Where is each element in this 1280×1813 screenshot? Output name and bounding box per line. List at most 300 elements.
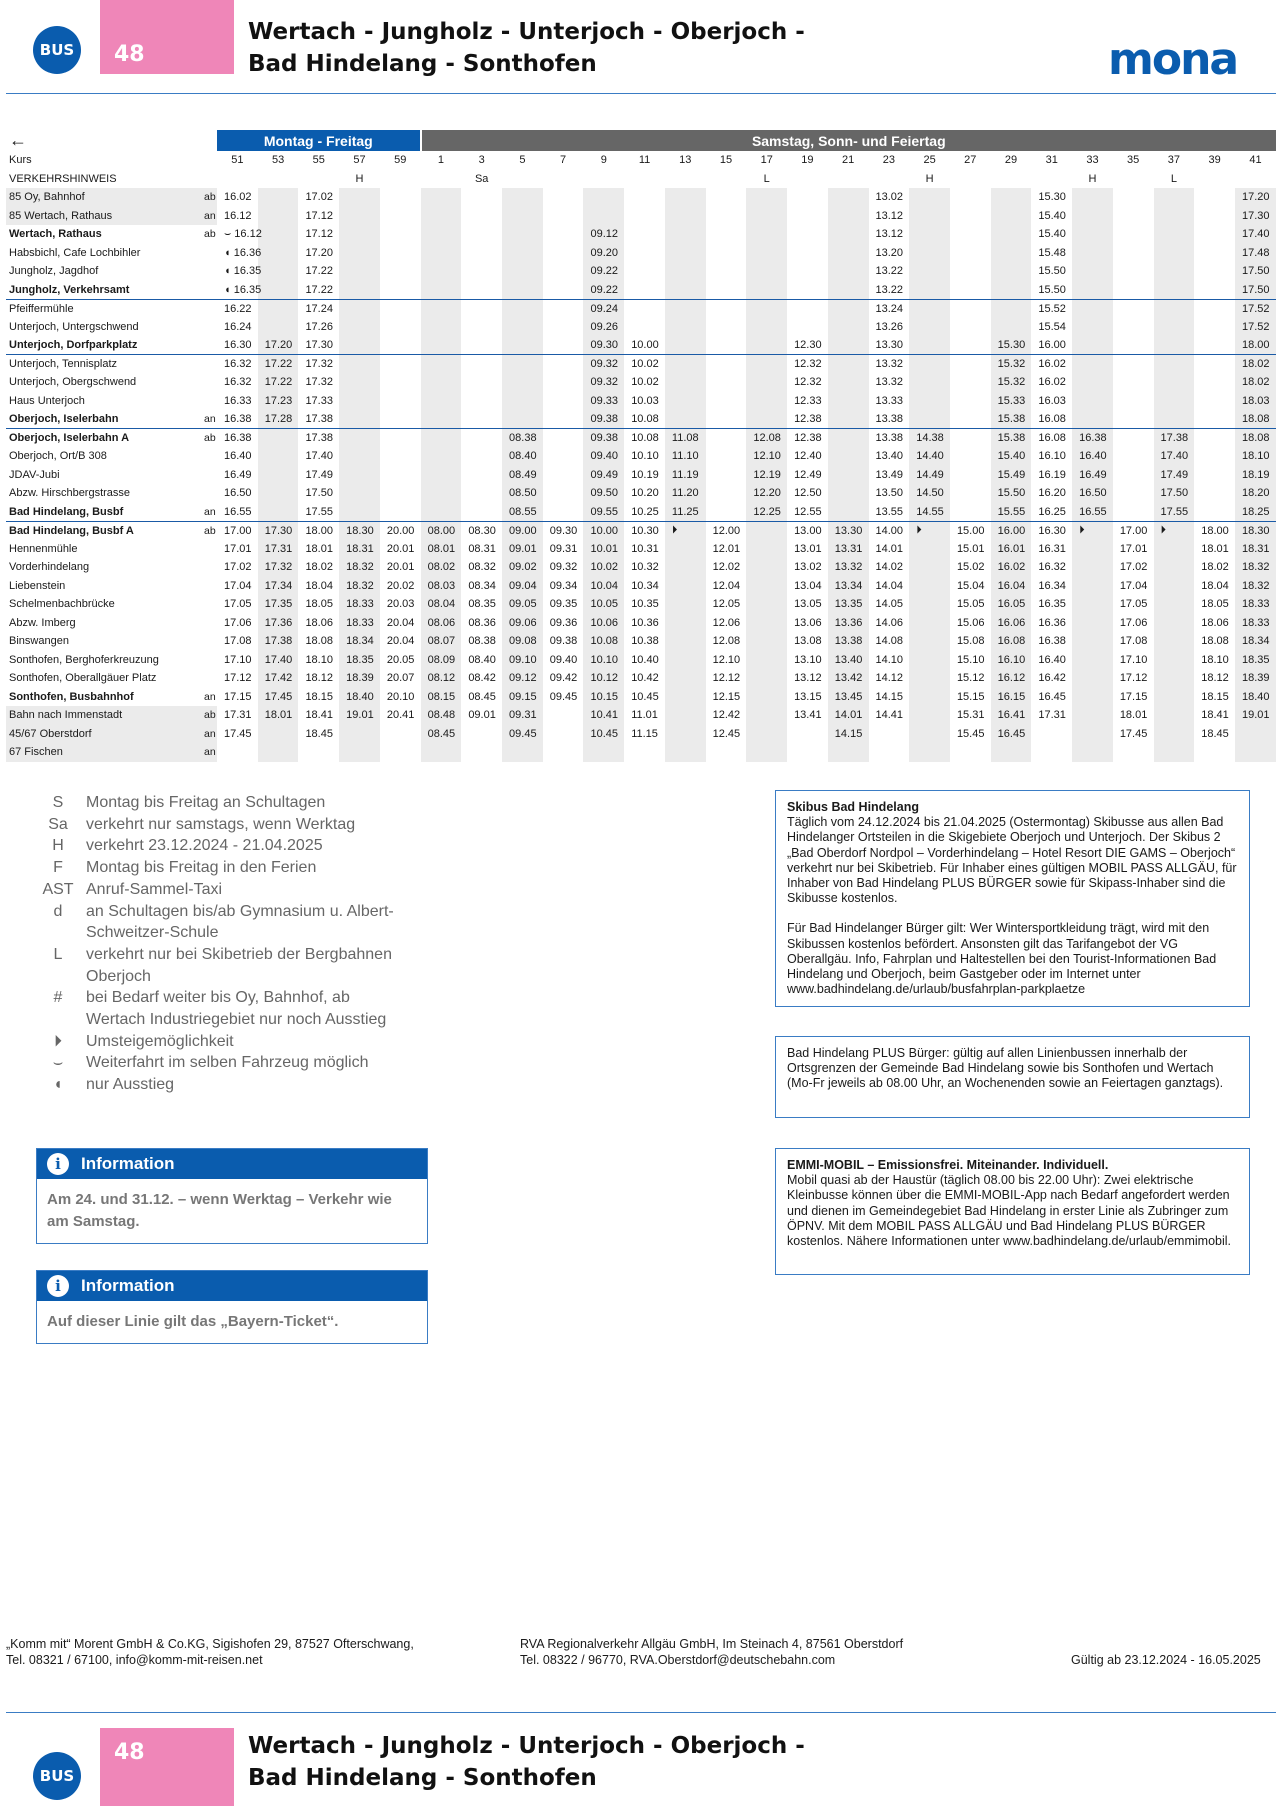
departure-time: 15.55 — [991, 503, 1032, 522]
departure-time: 17.30 — [1235, 207, 1276, 226]
timetable-row — [6, 188, 1276, 207]
departure-time: 13.32 — [828, 558, 869, 577]
departure-time: 15.02 — [956, 561, 985, 574]
departure-time: 13.31 — [828, 540, 869, 559]
departure-time — [746, 207, 787, 226]
departure-time — [339, 281, 380, 300]
departure-time: 18.45 — [305, 727, 333, 740]
departure-time: 17.40 — [1235, 225, 1276, 244]
legend — [30, 792, 406, 1096]
legend-symbol: S — [52, 794, 64, 811]
departure-time: 16.36 — [1038, 616, 1066, 629]
departure-time: 18.33 — [1235, 595, 1276, 614]
departure-time: 12.06 — [712, 616, 741, 629]
departure-time: 12.49 — [794, 468, 822, 481]
departure-time — [380, 318, 421, 337]
departure-time: 16.33 — [224, 394, 252, 407]
departure-time: 17.42 — [258, 669, 299, 688]
departure-time — [1154, 299, 1195, 318]
departure-time — [746, 669, 787, 688]
departure-time — [1113, 447, 1154, 466]
departure-time — [1072, 207, 1113, 226]
departure-time — [991, 299, 1032, 318]
departure-time — [746, 225, 787, 244]
departure-time: 17.52 — [1235, 299, 1276, 318]
departure-time — [746, 336, 787, 355]
departure-time: ◖ 16.36 — [224, 246, 262, 259]
hinweis-row — [6, 170, 1276, 189]
departure-time — [1194, 336, 1235, 355]
departure-time — [706, 244, 747, 263]
departure-time: 10.06 — [583, 614, 624, 633]
departure-time: 20.01 — [386, 561, 415, 574]
departure-time — [665, 392, 706, 411]
hinweis-code — [1031, 170, 1072, 189]
timetable-row — [6, 577, 1276, 596]
departure-time: 17.06 — [1119, 616, 1148, 629]
departure-time: 15.48 — [1038, 246, 1066, 259]
departure-time: 15.50 — [1038, 265, 1066, 278]
departure-time — [1154, 355, 1195, 374]
info-icon: i — [47, 1275, 69, 1297]
departure-time — [380, 355, 421, 374]
kurs-number: 37 — [1167, 154, 1181, 167]
departure-time — [665, 410, 706, 429]
departure-time: 15.05 — [956, 598, 985, 611]
departure-time: 17.02 — [305, 191, 333, 204]
departure-time: 17.50 — [1235, 281, 1276, 300]
departure-time — [706, 299, 747, 318]
departure-time: 09.50 — [583, 484, 624, 503]
departure-time — [1194, 743, 1235, 762]
departure-time: 14.02 — [875, 561, 904, 574]
departure-time: ⏵ — [1154, 521, 1195, 540]
departure-time: 08.38 — [502, 429, 543, 448]
departure-time: 18.05 — [1201, 598, 1229, 611]
departure-time: 09.55 — [583, 503, 624, 522]
departure-time — [380, 743, 421, 762]
departure-time — [787, 281, 828, 300]
departure-time — [991, 743, 1032, 762]
departure-time: 09.22 — [583, 281, 624, 300]
departure-time: ◖ 16.35 — [217, 281, 258, 300]
departure-time: 16.02 — [1038, 376, 1066, 389]
route-title — [248, 1730, 805, 1794]
departure-time: 18.39 — [339, 669, 380, 688]
departure-time — [706, 188, 747, 207]
departure-time: 16.49 — [224, 468, 252, 481]
departure-time: 17.22 — [298, 281, 339, 300]
departure-time: 13.04 — [794, 579, 822, 592]
ab-an-marker: ab — [201, 225, 217, 244]
departure-time — [950, 484, 991, 503]
departure-time — [502, 207, 543, 226]
departure-time: 13.01 — [794, 542, 822, 555]
departure-time: 17.22 — [305, 265, 333, 278]
hinweis-code: H — [1088, 172, 1097, 185]
departure-time: 17.15 — [1119, 690, 1148, 703]
departure-time: 13.10 — [794, 653, 822, 666]
stop-name: Abzw. Imberg — [6, 614, 201, 633]
departure-time — [1194, 244, 1235, 263]
timetable-row — [6, 503, 1276, 522]
departure-time: 10.35 — [631, 598, 659, 611]
ab-an-marker — [201, 614, 217, 633]
departure-time — [665, 688, 706, 707]
departure-time: 16.40 — [1072, 447, 1113, 466]
departure-time: 16.32 — [224, 376, 252, 389]
departure-time — [828, 503, 869, 522]
departure-time — [746, 355, 787, 374]
departure-time — [339, 318, 380, 337]
hinweis-code — [421, 170, 462, 189]
kurs-number: 55 — [312, 154, 325, 167]
departure-time: 17.50 — [305, 487, 333, 500]
departure-time — [1154, 318, 1195, 337]
departure-time: 12.32 — [794, 358, 822, 370]
departure-time — [380, 188, 421, 207]
departure-time — [706, 392, 747, 411]
departure-time — [1235, 743, 1276, 762]
departure-time: 11.10 — [665, 447, 706, 466]
departure-time: 17.33 — [305, 394, 333, 407]
departure-time — [461, 373, 502, 392]
information-title: Information — [81, 1154, 175, 1173]
departure-time — [1072, 410, 1113, 429]
departure-time: 09.42 — [549, 672, 578, 685]
departure-time: 18.06 — [1201, 616, 1229, 629]
departure-time — [1194, 355, 1235, 374]
departure-time: 17.10 — [1119, 653, 1148, 666]
departure-time: 10.10 — [583, 651, 624, 670]
departure-time: 10.00 — [583, 521, 624, 540]
kurs-number: 1 — [437, 154, 445, 167]
timetable-row — [6, 595, 1276, 614]
departure-time: 13.38 — [869, 410, 910, 429]
departure-time: 18.01 — [305, 542, 333, 555]
departure-time: 10.02 — [631, 376, 659, 389]
departure-time — [1072, 188, 1113, 207]
departure-time — [1072, 595, 1113, 614]
departure-time — [502, 355, 543, 374]
departure-time: 15.50 — [1031, 281, 1072, 300]
departure-time — [706, 262, 747, 281]
departure-time: 17.12 — [305, 228, 333, 241]
kurs-number: 39 — [1208, 154, 1221, 167]
departure-time — [1113, 392, 1154, 411]
departure-time — [1194, 373, 1235, 392]
departure-time: 10.30 — [631, 524, 659, 537]
departure-time: 16.50 — [1072, 484, 1113, 503]
kurs-number: 3 — [478, 154, 485, 167]
departure-time: 18.06 — [305, 616, 333, 629]
footer-company-2 — [520, 1636, 903, 1668]
departure-time — [1235, 725, 1276, 744]
departure-time — [909, 706, 950, 725]
departure-time — [543, 299, 584, 318]
timetable — [6, 130, 1276, 762]
departure-time: 17.48 — [1235, 244, 1276, 263]
stop-name: Schelmenbachbrücke — [6, 595, 201, 614]
departure-time: 20.00 — [386, 524, 415, 537]
departure-time: 12.05 — [712, 598, 741, 611]
footer-company-1-line2: Tel. 08321 / 67100, info@komm-mit-reisen.net — [6, 1653, 263, 1667]
kurs-number: 23 — [882, 154, 895, 167]
departure-time — [746, 725, 787, 744]
kurs-number: 11 — [638, 154, 651, 167]
ab-an-marker — [201, 595, 217, 614]
departure-time — [909, 577, 950, 596]
departure-time — [828, 318, 869, 337]
departure-time — [828, 244, 869, 263]
departure-time: 09.36 — [549, 616, 578, 629]
stop-name: Bad Hindelang, Busbf — [6, 503, 201, 522]
kurs-number: 35 — [1127, 154, 1140, 167]
departure-time — [828, 336, 869, 355]
kurs-number: 53 — [271, 154, 285, 167]
departure-time — [706, 429, 747, 448]
departure-time — [502, 336, 543, 355]
departure-time: 09.35 — [549, 598, 578, 611]
departure-time: 15.15 — [956, 690, 985, 703]
departure-time — [583, 743, 624, 762]
hinweis-code: Sa — [474, 172, 489, 185]
departure-time: 18.08 — [1235, 410, 1276, 429]
departure-time: 17.40 — [305, 450, 333, 463]
departure-time — [583, 207, 624, 226]
departure-time: 15.32 — [991, 355, 1032, 374]
departure-time — [706, 281, 747, 300]
hinweis-code: H — [355, 172, 364, 185]
departure-time — [421, 410, 462, 429]
ab-an-marker — [201, 577, 217, 596]
kurs-number: 51 — [231, 154, 244, 167]
departure-time — [950, 318, 991, 337]
departure-time: 08.02 — [421, 558, 462, 577]
departure-time: 13.34 — [828, 577, 869, 596]
departure-time: 09.04 — [502, 577, 543, 596]
departure-time — [380, 725, 421, 744]
departure-time — [421, 207, 462, 226]
departure-time: 09.40 — [549, 653, 578, 666]
departure-time — [1072, 651, 1113, 670]
emmi-mobil-note-text: Mobil quasi ab der Haustür (täglich 08.00 bis 22.00 Uhr): Zwei elektrische Kleinbusse können über die EMMI-MOBIL-App nach Bedarf angefordert werden und dienen im Gemeindegebiet Bad Hindelang in erster Linie als Zubringer zum ÖPNV. Mit dem MOBIL PASS ALLGÄU und Bad Hindelang PLUS BÜRGER kostenlos. Nähere Informationen unter www.badhindelang.de/urlaub/emmimobil. — [787, 1173, 1232, 1249]
departure-time: 17.40 — [1154, 447, 1195, 466]
departure-time — [665, 558, 706, 577]
departure-time: 18.20 — [1235, 484, 1276, 503]
departure-time: 16.40 — [1038, 653, 1066, 666]
departure-time — [665, 225, 706, 244]
kurs-number: 7 — [560, 154, 567, 167]
legend-item — [30, 1052, 406, 1074]
departure-time: 14.49 — [909, 466, 950, 485]
departure-time — [258, 725, 299, 744]
departure-time — [543, 207, 584, 226]
skibus-note-title: Skibus Bad Hindelang — [787, 800, 919, 814]
departure-time: 17.49 — [1154, 466, 1195, 485]
departure-time — [421, 244, 462, 263]
departure-time — [1072, 743, 1113, 762]
departure-time: 14.40 — [909, 447, 950, 466]
departure-time — [665, 577, 706, 596]
departure-time — [828, 188, 869, 207]
departure-time — [909, 373, 950, 392]
departure-time: 08.12 — [421, 669, 462, 688]
departure-time — [991, 188, 1032, 207]
legend-item — [30, 814, 406, 836]
kurs-number: 59 — [394, 154, 407, 167]
departure-time: 19.01 — [339, 706, 380, 725]
departure-time — [543, 336, 584, 355]
kurs-number: 21 — [842, 154, 855, 167]
departure-time — [746, 244, 787, 263]
departure-time: 18.04 — [1201, 579, 1229, 592]
departure-time — [706, 355, 747, 374]
departure-time: 09.38 — [583, 429, 624, 448]
departure-time — [746, 262, 787, 281]
departure-time: 08.40 — [468, 653, 496, 666]
stop-name: Hennenmühle — [6, 540, 201, 559]
departure-time: 16.25 — [1031, 503, 1072, 522]
departure-time: 18.32 — [1235, 577, 1276, 596]
legend-text: Montag bis Freitag in den Ferien — [86, 859, 317, 877]
stop-name: Unterjoch, Obergschwend — [6, 373, 201, 392]
departure-time — [1072, 244, 1113, 263]
departure-time — [421, 318, 462, 337]
departure-time: 13.26 — [875, 320, 904, 333]
departure-time: 11.20 — [665, 484, 706, 503]
departure-time: 09.15 — [502, 688, 543, 707]
departure-time: 16.32 — [224, 358, 252, 370]
departure-time — [502, 188, 543, 207]
departure-time — [665, 595, 706, 614]
departure-time: ◖ 16.35 — [224, 265, 262, 278]
stop-name: Sonthofen, Berghoferkreuzung — [6, 651, 201, 670]
departure-time: 16.55 — [1072, 503, 1113, 522]
departure-time: 17.20 — [1235, 188, 1276, 207]
legend-text: Anruf-Sammel-Taxi — [86, 880, 223, 898]
departure-time — [746, 577, 787, 596]
departure-time: 09.20 — [583, 244, 624, 263]
departure-time: 18.33 — [1235, 614, 1276, 633]
departure-time: 09.22 — [583, 262, 624, 281]
departure-time — [828, 392, 869, 411]
departure-time: 15.30 — [991, 336, 1032, 355]
departure-time — [746, 688, 787, 707]
departure-time — [950, 299, 991, 318]
departure-time: 13.12 — [794, 672, 822, 685]
stop-name: Abzw. Hirschbergstrasse — [6, 484, 201, 503]
band-row — [6, 130, 1276, 151]
departure-time — [502, 392, 543, 411]
departure-time: ⏵ — [1072, 521, 1113, 540]
departure-time — [1154, 651, 1195, 670]
information-title: Information — [81, 1276, 175, 1295]
departure-time: 08.06 — [421, 614, 462, 633]
departure-time — [543, 447, 584, 466]
departure-time — [787, 244, 828, 263]
timetable-row — [6, 706, 1276, 725]
departure-time — [502, 318, 543, 337]
departure-time — [1154, 577, 1195, 596]
departure-time: 16.32 — [1038, 561, 1066, 574]
departure-time: 18.35 — [339, 651, 380, 670]
departure-time: 14.08 — [875, 635, 904, 648]
timetable-row — [6, 225, 1276, 244]
departure-time: 10.20 — [631, 487, 659, 500]
departure-time: 10.08 — [624, 410, 665, 429]
departure-time: 15.38 — [991, 429, 1032, 448]
departure-time: 08.50 — [502, 484, 543, 503]
hinweis-code — [706, 170, 747, 189]
departure-time — [665, 281, 706, 300]
departure-time — [380, 373, 421, 392]
departure-time: 17.24 — [305, 302, 333, 315]
kurs-number: 57 — [353, 154, 366, 167]
departure-time — [665, 336, 706, 355]
departure-time: 17.05 — [1119, 598, 1148, 611]
legend-symbol: ⌣ — [52, 1054, 64, 1072]
departure-time: 08.09 — [421, 651, 462, 670]
timetable-row — [6, 743, 1276, 762]
stop-name: Bad Hindelang, Busbf A — [6, 521, 201, 540]
departure-time — [991, 318, 1032, 337]
ab-an-marker — [201, 373, 217, 392]
departure-time: 09.34 — [549, 579, 578, 592]
hinweis-code — [543, 170, 584, 189]
departure-time — [258, 484, 299, 503]
departure-time: 12.38 — [794, 432, 822, 444]
departure-time — [380, 484, 421, 503]
legend-item — [30, 792, 406, 814]
departure-time — [380, 466, 421, 485]
departure-time — [869, 743, 910, 762]
departure-time — [1113, 281, 1154, 300]
departure-time: 17.26 — [305, 320, 333, 333]
departure-time: 13.12 — [875, 228, 904, 241]
departure-time — [461, 225, 502, 244]
departure-time — [746, 743, 787, 762]
departure-time — [461, 244, 502, 263]
departure-time: 16.50 — [224, 487, 252, 500]
departure-time — [258, 447, 299, 466]
timetable-row — [6, 355, 1276, 374]
departure-time: 16.31 — [1038, 542, 1066, 555]
departure-time — [380, 336, 421, 355]
stop-name: Sonthofen, Busbahnhof — [6, 688, 201, 707]
departure-time — [1194, 299, 1235, 318]
departure-time — [421, 225, 462, 244]
departure-time: 15.50 — [991, 484, 1032, 503]
ab-an-marker: an — [201, 725, 217, 744]
legend-text: verkehrt nur samstags, wenn Werktag — [86, 815, 356, 833]
departure-time: 10.08 — [583, 632, 624, 651]
departure-time: 08.42 — [468, 672, 496, 685]
departure-time: 18.02 — [1201, 561, 1229, 574]
departure-time: 16.30 — [217, 336, 258, 355]
departure-time: 08.00 — [421, 521, 462, 540]
departure-time: 18.10 — [1235, 447, 1276, 466]
departure-time — [1154, 410, 1195, 429]
departure-time — [665, 373, 706, 392]
departure-time: 17.22 — [258, 373, 299, 392]
departure-time: 08.07 — [421, 632, 462, 651]
departure-time — [787, 318, 828, 337]
departure-time — [339, 466, 380, 485]
departure-time: 18.15 — [305, 690, 333, 703]
departure-time — [543, 503, 584, 522]
departure-time — [1072, 225, 1113, 244]
